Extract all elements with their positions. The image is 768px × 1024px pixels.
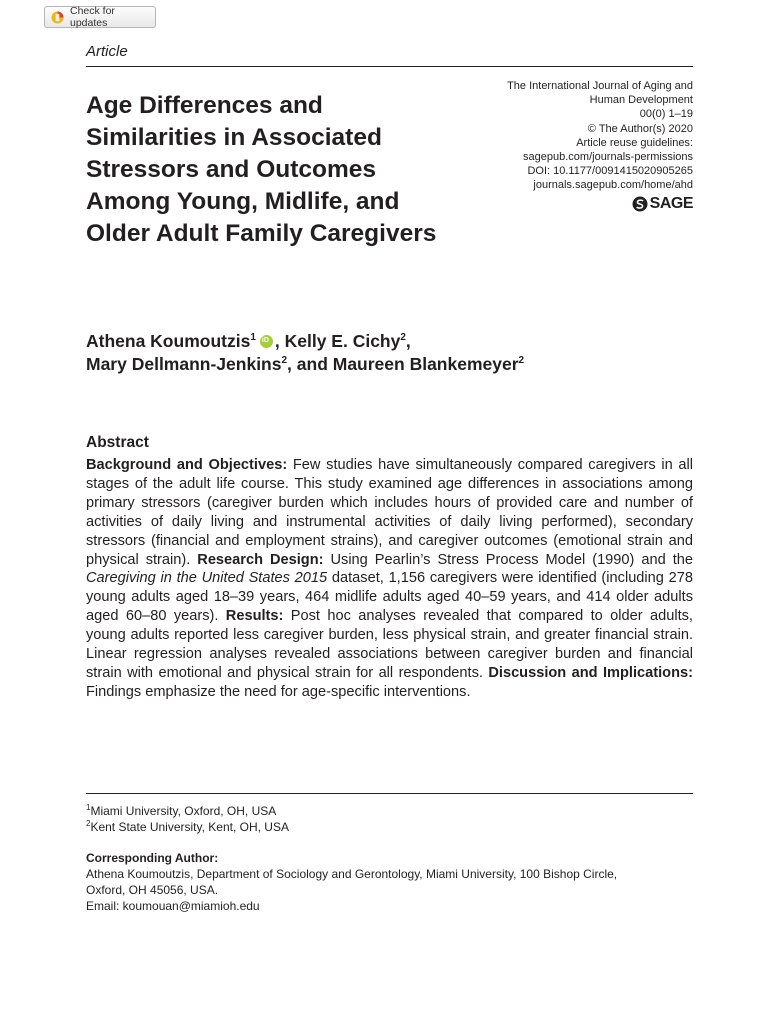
article-type-label: Article <box>86 43 128 60</box>
author-name[interactable]: Athena Koumoutzis <box>86 331 251 351</box>
affiliation-text: Miami University, Oxford, OH, USA <box>90 804 277 818</box>
journal-name-line-2: Human Development <box>589 94 693 107</box>
corresponding-heading: Corresponding Author: <box>86 851 219 865</box>
doi[interactable]: DOI: 10.1177/0091415020905265 <box>527 165 693 178</box>
sage-wordmark: SAGE <box>649 195 693 212</box>
abstract-text: Few studies have simultaneously compared caregivers in all stages of the adult life course. This study examined age differences in associations among primary stressors (caregiver burden which includes hours of provided care and number of activities of daily living and instrumental activities of daily living performed), secondary stressors (financial and employment strains), and caregiver outcomes (emotional strain and physical strain). <box>86 457 694 568</box>
abstract-section-label: Background and Objectives: <box>86 457 288 473</box>
affiliation-marker: 2 <box>518 355 525 366</box>
affiliation-text: Kent State University, Kent, OH, USA <box>90 820 289 834</box>
corresponding-address-line-2: Oxford, OH 45056, USA. <box>86 883 219 897</box>
affiliation-item <box>86 819 289 835</box>
permissions-link[interactable]: sagepub.com/journals-permissions <box>523 151 693 164</box>
author-name[interactable]: Mary Dellmann-Jenkins <box>86 354 282 374</box>
footnote-rule <box>86 793 693 794</box>
abstract-heading: Abstract <box>86 434 149 451</box>
crossmark-icon <box>51 11 64 24</box>
abstract-section-label: Discussion and Implications: <box>488 664 693 681</box>
corresponding-address-line-1: Athena Koumoutzis, Department of Sociology and Gerontology, Miami University, 100 Bishop Circle, <box>86 867 618 881</box>
check-for-updates-label: Check for updates <box>70 5 115 29</box>
abstract-text: Post hoc analyses revealed that compared to older adults, young adults reported less caregiver burden, less physical strain, and greater financial strain. Linear regression analyses revealed associations between caregiver burden and financial strain with emotional and physical strain for all respondents. <box>86 608 693 681</box>
author-separator: , <box>405 331 411 351</box>
affiliation-item <box>86 803 289 819</box>
author-separator: , and <box>287 354 333 374</box>
abstract-text: Findings emphasize the need for age-specific interventions. <box>86 683 471 700</box>
affiliation-marker: 2 <box>281 355 288 366</box>
corresponding-author <box>86 850 686 914</box>
sage-logo <box>632 195 693 213</box>
journal-meta <box>473 79 693 193</box>
paper-title: Age Differences and Similarities in Associated Stressors and Outcomes Among Young, Midlife, and Older Adult Family Caregivers <box>86 92 437 247</box>
affiliation-marker: 2 <box>400 332 406 343</box>
abstract-text: dataset, 1,156 caregivers were identified (including 278 young adults aged 18–39 years, 464 midlife adults aged 40–59 years, and 414 older adults aged 60–80 years). <box>86 570 693 625</box>
reuse-label: Article reuse guidelines: <box>576 136 693 149</box>
affiliation-number: 2 <box>86 819 91 828</box>
journal-name-line-1: The International Journal of Aging and <box>507 80 693 92</box>
orcid-icon[interactable] <box>260 335 273 348</box>
affiliations <box>86 803 289 835</box>
volume-pages: 00(0) 1–19 <box>639 108 693 121</box>
affiliation-number: 1 <box>86 803 91 812</box>
abstract-body <box>86 456 693 702</box>
header-rule <box>86 66 693 67</box>
abstract-text: Using Pearlin’s Stress Process Model (1990) and the <box>323 551 693 568</box>
author-name[interactable]: Maureen Blankemeyer <box>332 354 519 374</box>
affiliation-marker: 1 <box>250 332 256 343</box>
corresponding-email[interactable]: Email: koumouan@miamioh.edu <box>86 899 260 913</box>
check-for-updates-button[interactable] <box>44 6 156 28</box>
journal-home-link[interactable]: journals.sagepub.com/home/ahd <box>533 179 693 192</box>
author-name[interactable]: Kelly E. Cichy <box>284 331 401 351</box>
abstract-section-label: Research Design: <box>197 551 324 568</box>
author-separator: , <box>274 331 285 351</box>
abstract-section-label: Results: <box>225 608 284 625</box>
dataset-name: Caregiving in the United States 2015 <box>86 570 328 587</box>
sage-mark-icon <box>632 196 648 212</box>
author-list <box>86 330 706 376</box>
copyright: © The Author(s) 2020 <box>587 122 693 135</box>
